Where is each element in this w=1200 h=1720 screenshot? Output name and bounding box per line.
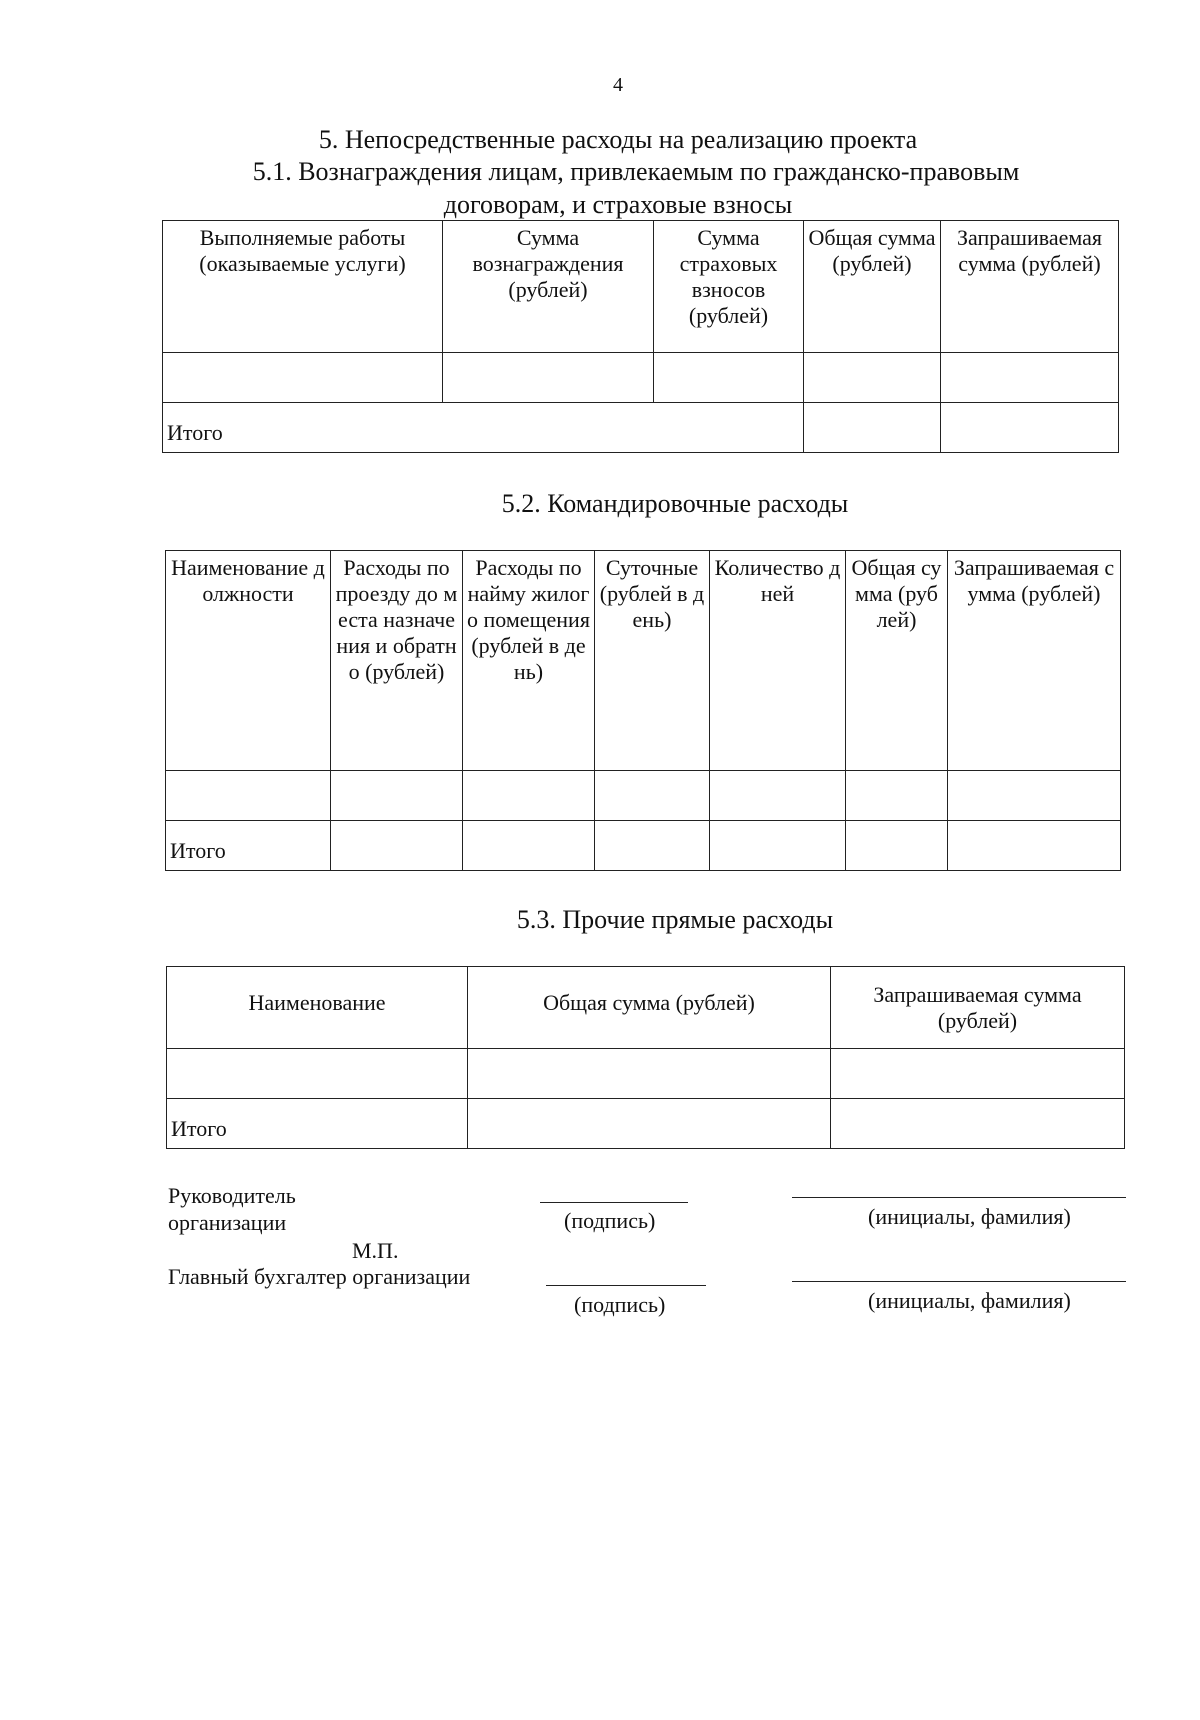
table-cell[interactable] xyxy=(948,821,1121,871)
column-header: Наименование должности xyxy=(166,551,331,771)
table-row xyxy=(167,1049,1125,1099)
table-row xyxy=(166,771,1121,821)
table-cell[interactable] xyxy=(948,771,1121,821)
page-number: 4 xyxy=(613,74,623,96)
table-cell[interactable] xyxy=(331,771,463,821)
total-label: Итого xyxy=(167,1099,468,1149)
head-signature-line[interactable] xyxy=(540,1202,688,1203)
total-row xyxy=(166,821,1121,871)
table-cell[interactable] xyxy=(941,403,1119,453)
table-cell[interactable] xyxy=(831,1049,1125,1099)
table-cell[interactable] xyxy=(654,353,804,403)
column-header: Общая сумма (рублей) xyxy=(846,551,948,771)
table-cell[interactable] xyxy=(804,353,941,403)
accountant-signature-line[interactable] xyxy=(546,1285,706,1286)
section-5-1-title-line1: 5.1. Вознаграждения лицам, привлекаемым по гражданско-правовым xyxy=(252,157,1020,186)
column-header: Наименование xyxy=(167,967,468,1049)
table-cell[interactable] xyxy=(846,771,948,821)
total-row xyxy=(163,403,1119,453)
head-name-line[interactable] xyxy=(792,1197,1126,1198)
table-cell[interactable] xyxy=(710,771,846,821)
column-header: Количество дней xyxy=(710,551,846,771)
column-header: Расходы по найму жилого помещения (рублей в день) xyxy=(463,551,595,771)
total-label: Итого xyxy=(166,821,331,871)
table-cell[interactable] xyxy=(463,821,595,871)
accountant-signature-caption: (подпись) xyxy=(574,1292,666,1317)
table-row xyxy=(163,353,1119,403)
section-5-1-title-line2: договорам, и страховые взносы xyxy=(443,190,793,219)
total-row xyxy=(167,1099,1125,1149)
section-5-title: 5. Непосредственные расходы на реализацию проекта xyxy=(318,125,918,154)
table-cell[interactable] xyxy=(468,1099,831,1149)
section-5-2-title: 5.2. Командировочные расходы xyxy=(501,489,849,518)
column-header: Расходы по проезду до места назначения и обратно (рублей) xyxy=(331,551,463,771)
column-header: Общая сумма (рублей) xyxy=(804,221,941,353)
head-label-line1: Руководитель xyxy=(168,1183,296,1208)
total-label: Итого xyxy=(163,403,804,453)
column-header: Запрашиваемая сумма (рублей) xyxy=(941,221,1119,353)
table-cell[interactable] xyxy=(831,1099,1125,1149)
accountant-name-line[interactable] xyxy=(792,1281,1126,1282)
accountant-name-caption: (инициалы, фамилия) xyxy=(868,1288,1071,1313)
table-cell[interactable] xyxy=(710,821,846,871)
head-label-line2: организации xyxy=(168,1210,287,1235)
head-signature-caption: (подпись) xyxy=(564,1208,656,1233)
accountant-label: Главный бухгалтер организации xyxy=(168,1264,471,1289)
table-cell[interactable] xyxy=(167,1049,468,1099)
column-header: Сумма страховых взносов (рублей) xyxy=(654,221,804,353)
table-cell[interactable] xyxy=(331,821,463,871)
table-remuneration xyxy=(162,220,1119,453)
table-cell[interactable] xyxy=(804,403,941,453)
table-cell[interactable] xyxy=(846,821,948,871)
table-cell[interactable] xyxy=(941,353,1119,403)
table-cell[interactable] xyxy=(463,771,595,821)
column-header: Запрашиваемая сумма (рублей) xyxy=(948,551,1121,771)
head-name-caption: (инициалы, фамилия) xyxy=(868,1204,1071,1229)
section-5-3-title: 5.3. Прочие прямые расходы xyxy=(516,905,834,934)
table-cell[interactable] xyxy=(163,353,443,403)
column-header: Сумма вознаграждения (рублей) xyxy=(443,221,654,353)
stamp-placeholder: М.П. xyxy=(352,1238,399,1263)
table-cell[interactable] xyxy=(595,821,710,871)
column-header: Выполняемые работы (оказываемые услуги) xyxy=(163,221,443,353)
table-cell[interactable] xyxy=(595,771,710,821)
table-cell[interactable] xyxy=(468,1049,831,1099)
table-cell[interactable] xyxy=(443,353,654,403)
column-header: Запрашиваемая сумма (рублей) xyxy=(831,967,1125,1049)
table-other-expenses xyxy=(166,966,1125,1149)
table-travel-expenses xyxy=(165,550,1121,871)
table-cell[interactable] xyxy=(166,771,331,821)
column-header: Общая сумма (рублей) xyxy=(468,967,831,1049)
column-header: Суточные (рублей в день) xyxy=(595,551,710,771)
